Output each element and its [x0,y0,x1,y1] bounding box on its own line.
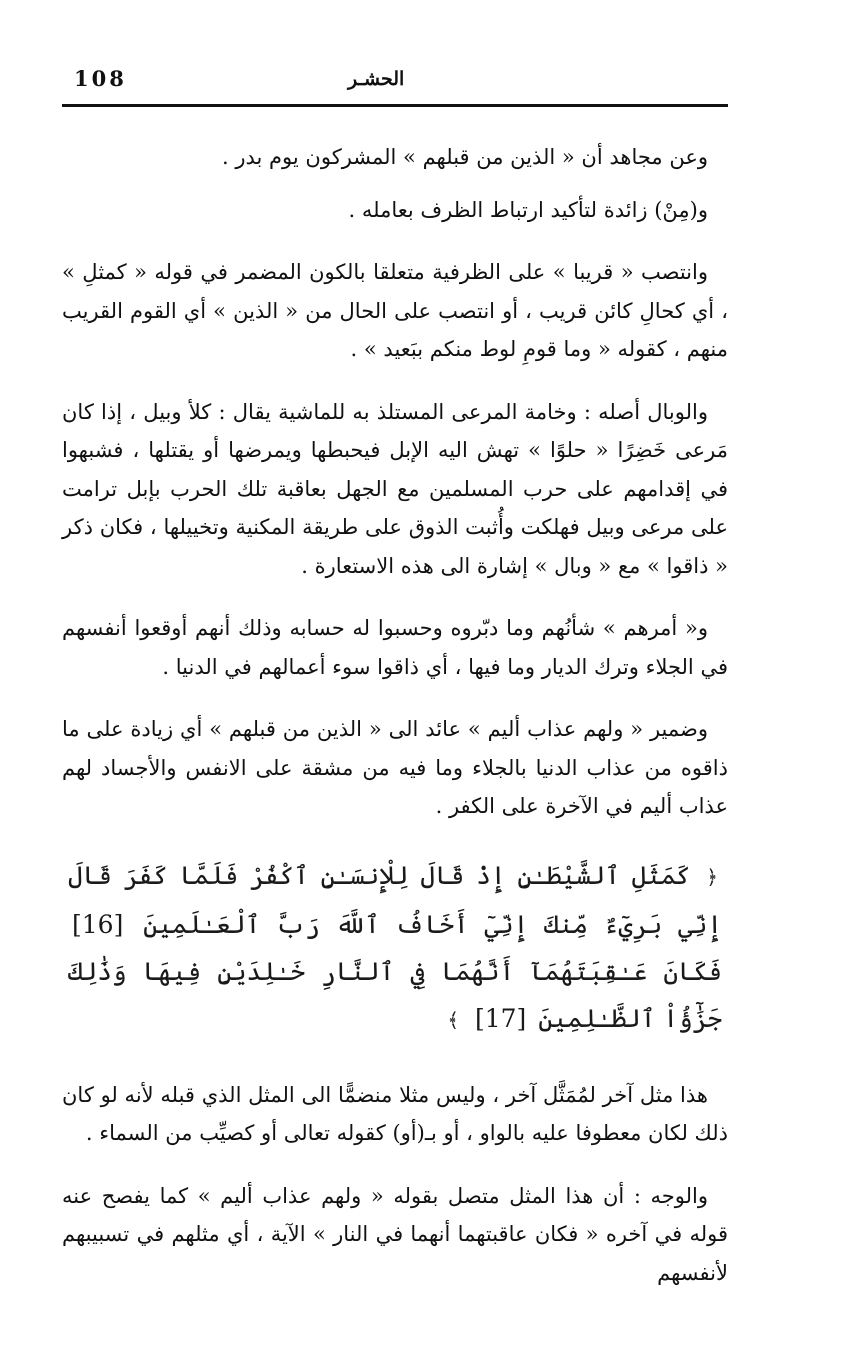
paragraph-wajh: والوجه : أن هذا المثل متصل بقوله « ولهم عذاب أليم » كما يفصح عنه قوله في آخره « فكان عاقبتهما أنهما في النار » الآية ، أي مثلهم في تسبيبهم لأنفسهم [62,1183,728,1285]
paragraph-min-zaida: و(مِنْ) زائدة لتأكيد ارتباط الظرف بعامله . [348,197,708,222]
running-title: الحشـر [348,68,405,90]
page-body [62,138,728,1316]
paragraph-wabal: والوبال أصله : وخامة المرعى المستلذ به للماشية يقال : كلأ وبيل ، إذا كان مَرعى خَضِرًا « حلوًا » تهش اليه الإبل فيحبطها ويمرضها أو يقتلها ، فشبهوا في إقدامهم على حرب المسلمين مع الجهل بعاقبة تلك الحرب بإبل ترامت على مرعى وبيل فهلكت وأُثبت الذوق على طريقة المكنية وتخييلها ، فكان ذكر « ذاقوا » مع « وبال » إشارة الى هذه الاستعارة . [62,399,728,578]
verse-number-16: [16] [72,909,124,939]
header-rule [62,104,728,107]
verse-open-ornament: ﴿ [706,864,718,889]
page-number: 108 [74,66,127,91]
quran-verse-block [62,852,728,1044]
verse-text-16: كَمَثَلِ ٱلشَّيْطَـٰنِ إِذْ قَالَ لِلْإِنسَـٰنِ ٱكْفُرْ فَلَمَّا كَفَرَ قَالَ إِنِّي بَرِيٓءٌ مِّنكَ إِنِّيٓ أَخَافُ ٱللَّهَ رَبَّ ٱلْعَـٰلَمِينَ [68,860,722,939]
page-header [64,62,726,102]
verse-number-17: [17] [474,1003,527,1033]
paragraph-mathal-akhar: هذا مثل آخر لمُمَثَّل آخر ، وليس مثلا منضمًّا الى المثل الذي قبله لأنه لو كان ذلك لكان معطوفا عليه بالواو ، أو بـ(أو) كقوله تعالى أو كصيِّب من السماء . [62,1082,728,1145]
paragraph-qariban: وانتصب « قريبا » على الظرفية متعلقا بالكون المضمر في قوله « كمثلِ » ، أي كحالِ كائن قريب ، أو انتصب على الحال من « الذين » أي القوم القريب منهم ، كقوله « وما قومِ لوط منكم ببَعيد » . [62,260,728,361]
verse-text-17: فَكَانَ عَـٰقِبَتَهُمَآ أَنَّهُمَا فِي ٱلنَّارِ خَـٰلِدَيْنِ فِيهَا وَذَٰلِكَ جَزَٰٓؤُاْ ٱلظَّـٰلِمِينَ [68,956,722,1033]
paragraph-damir: وضمير « ولهم عذاب أليم » عائد الى « الذين من قبلهم » أي زيادة على ما ذاقوه من عذاب الدنيا بالجلاء وما فيه من مشقة على الانفس والأجساد لهم عذاب أليم في الآخرة على الكفر . [62,717,728,818]
paragraph-amrihim: و« أمرهم » شأنُهم وما دبّروه وحسبوا له حسابه وذلك أنهم أوقعوا أنفسهم في الجلاء وترك الديار وما فيها ، أي ذاقوا سوء أعمالهم في الدنيا . [62,616,728,679]
verse-close-ornament: ﴾ [447,1007,460,1032]
paragraph-mujahid: وعن مجاهد أن « الذين من قبلهم » المشركون يوم بدر . [222,145,708,169]
